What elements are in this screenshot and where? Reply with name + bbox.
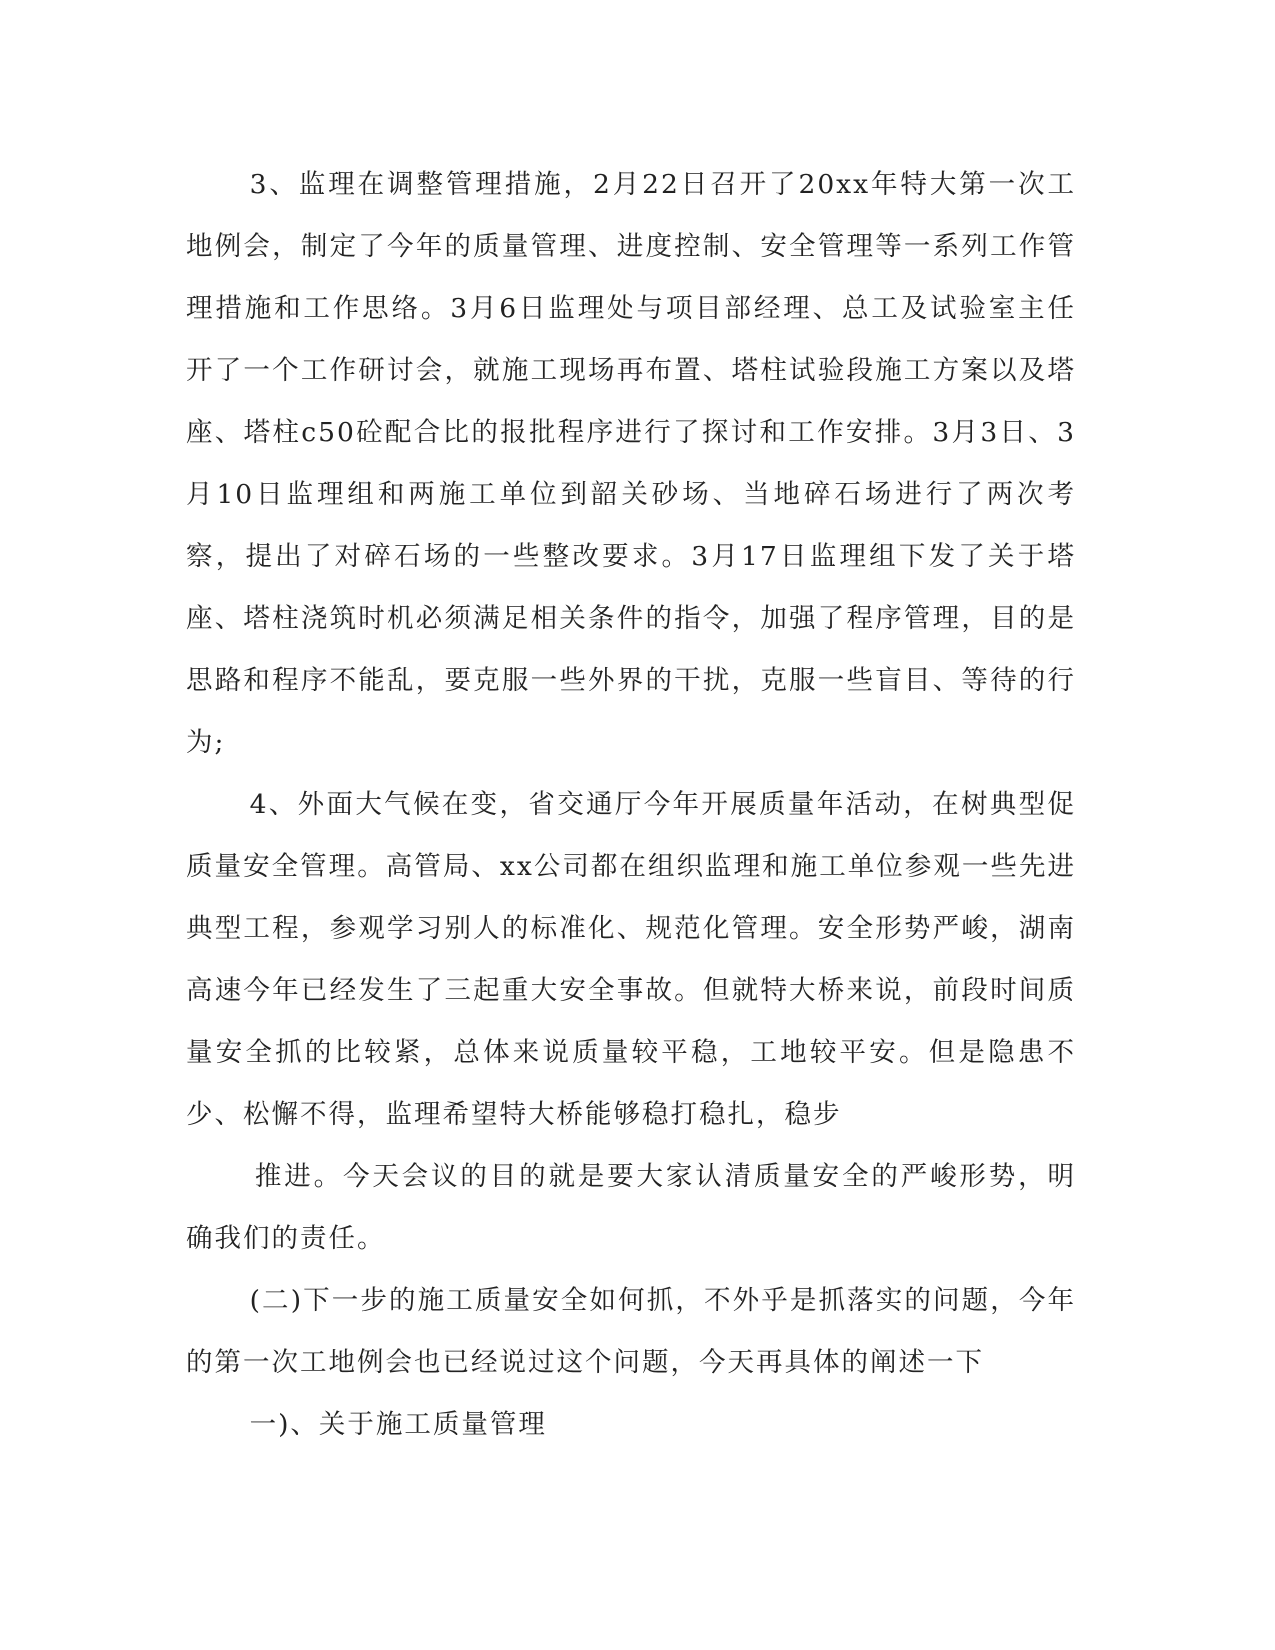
paragraph-item-4: 4、外面大气候在变，省交通厅今年开展质量年活动，在树典型促质量安全管理。高管局、xx公司都在组织监理和施工单位参观一些先进典型工程，参观学习别人的标准化、规范化管理。安全形势严峻，湖南高速今年已经发生了三起重大安全事故。但就特大桥来说，前段时间质量安全抓的比较紧，总体来说质量较平稳，工地较平安。但是隐患不少、松懈不得，监理希望特大桥能够稳打稳扎，稳步 [186,789,1076,1130]
section-heading-quality: 一)、关于施工质量管理 [249,1409,547,1440]
document-body [186,154,1076,1456]
paragraph-continuation: 推进。今天会议的目的就是要大家认清质量安全的严峻形势，明确我们的责任。 [186,1161,1076,1254]
paragraph-section-2: (二)下一步的施工质量安全如何抓，不外乎是抓落实的问题，今年的第一次工地例会也已经说过这个问题，今天再具体的阐述一下 [186,1285,1076,1378]
paragraph-item-3: 3、监理在调整管理措施，2月22日召开了20xx年特大第一次工地例会，制定了今年的质量管理、进度控制、安全管理等一系列工作管理措施和工作思络。3月6日监理处与项目部经理、总工及试验室主任开了一个工作研讨会，就施工现场再布置、塔柱试验段施工方案以及塔座、塔柱c50砼配合比的报批程序进行了探讨和工作安排。3月3日、3月10日监理组和两施工单位到韶关砂场、当地碎石场进行了两次考察，提出了对碎石场的一些整改要求。3月17日监理组下发了关于塔座、塔柱浇筑时机必须满足相关条件的指令，加强了程序管理，目的是思路和程序不能乱，要克服一些外界的干扰，克服一些盲目、等待的行为; [186,169,1076,758]
